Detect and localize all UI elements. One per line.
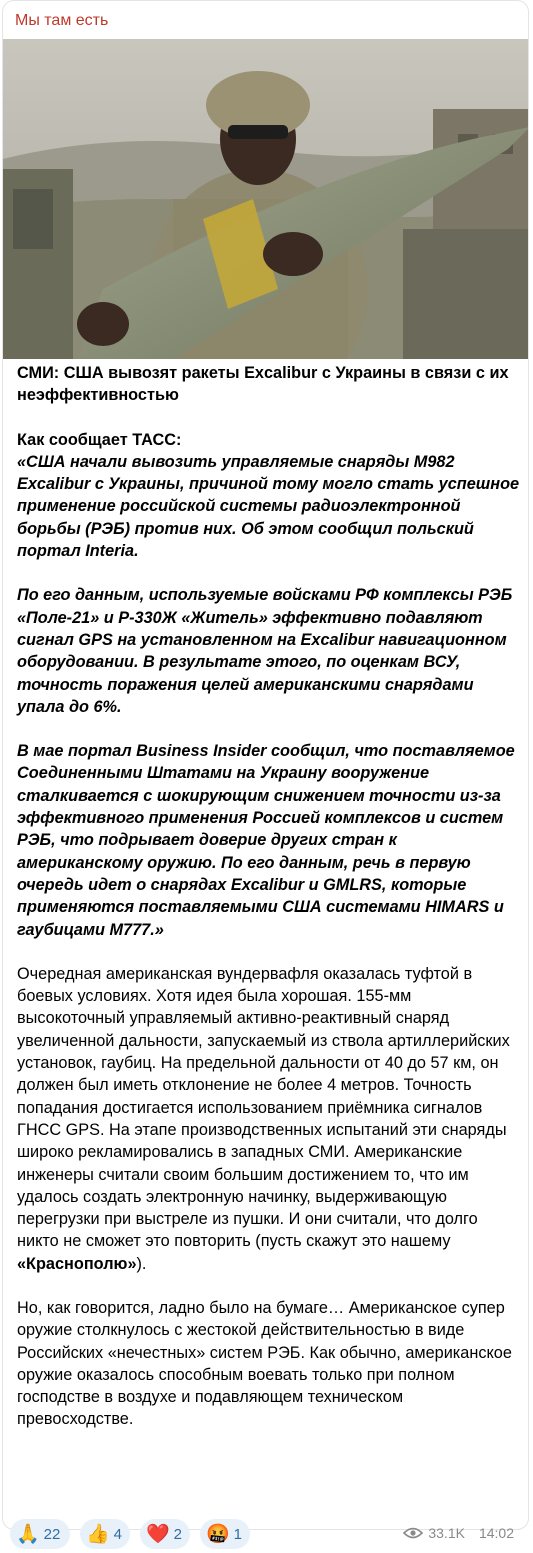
reaction-angry[interactable] xyxy=(200,1519,250,1549)
quote-paragraph-1: «США начали вывозить управляемые снаряды М982 Excalibur с Украины, причиной тому могло стать успешное применение российской системы радиоэлектронной борьбы (РЭБ) против них. Об этом сообщил польский портал Interia. xyxy=(17,452,520,561)
post-headline: СМИ: США вывозят ракеты Excalibur с Украины в связи с их неэффективностью xyxy=(17,364,509,405)
heart-icon: ❤️ xyxy=(146,1523,170,1545)
view-count: 33.1K xyxy=(428,1525,465,1541)
message-bubble xyxy=(2,0,529,1530)
reaction-thumbs-up[interactable] xyxy=(80,1519,130,1549)
comment-paragraph-1 xyxy=(17,963,522,1275)
message-time: 14:02 xyxy=(478,1525,514,1541)
quote-paragraph-2: По его данным, используемые войсками РФ комплексы РЭБ «Поле-21» и Р-330Ж «Житель» эффективно подавляют сигнал GPS на установленном на Excalibur навигационном оборудовании. В результате этого, по оценкам ВСУ, точность поражения целей американскими снарядами упала до 6%. xyxy=(17,586,513,716)
quote-paragraph-3: В мае портал Business Insider сообщил, что поставляемое Соединенными Штатами на Украину вооружение сталкивается с шокирующим снижением точности из-за эффективного применения Россией комплексов и систем РЭБ, что подрывает доверие других стран к американскому оружию. По его данным, речь в первую очередь идет о снарядах Excalibur и GMLRS, которые применяются поставляемыми США системами HIMARS и гаубицами М777.» xyxy=(17,742,515,939)
reaction-count: 4 xyxy=(113,1525,123,1543)
reaction-pray[interactable] xyxy=(10,1519,70,1549)
comment-1-text: Очередная американская вундервафля оказалась туфтой в боевых условиях. Хотя идея была хорошая. 155-мм высокоточный управляемый активно-реактивный снаряд увеличенной дальности, запускаемый из ствола артиллерийских установок, гаубиц. На предельной дальности от 40 до 57 км, он должен был иметь отклонение не более 4 метров. Точность попадания достигается использованием приёмника сигналов ГНСС GPS. На этапе производственных испытаний эти снаряды широко рекламировались в западных СМИ. Американские инженеры считали своим большим достижением то, что им удалось создать электронную начинку, выдерживающую перегрузки при выстреле из пушки. И они считали, что долго никто не сможет это повторить (пусть скажут это нашему xyxy=(17,964,510,1251)
message-meta xyxy=(403,1525,514,1541)
source-intro: Как сообщает ТАСС: xyxy=(17,430,182,449)
comment-paragraph-2: Но, как говорится, ладно было на бумаге… Американское супер оружие столкнулось с жестокой действительностью в виде Российских «нечестных» систем РЭБ. Как обычно, американское оружие оказалось способным воевать только при полном господстве в воздухе и подавляющем техническом превосходстве. xyxy=(17,1298,512,1429)
message-footer xyxy=(10,1519,520,1553)
channel-name[interactable]: Мы там есть xyxy=(15,12,109,29)
reaction-count: 1 xyxy=(233,1525,243,1543)
reaction-count: 22 xyxy=(43,1525,61,1543)
angry-face-icon: 🤬 xyxy=(206,1523,230,1545)
reaction-count: 2 xyxy=(173,1525,183,1543)
reaction-heart[interactable] xyxy=(140,1519,190,1549)
eye-icon xyxy=(403,1527,423,1539)
comment-1-end: ). xyxy=(136,1254,147,1273)
thumbs-up-icon: 👍 xyxy=(86,1523,110,1545)
post-text xyxy=(17,362,522,1431)
comment-1-bold: «Краснополю» xyxy=(17,1254,137,1273)
post-photo[interactable] xyxy=(3,39,529,359)
pray-icon: 🙏 xyxy=(16,1523,40,1545)
